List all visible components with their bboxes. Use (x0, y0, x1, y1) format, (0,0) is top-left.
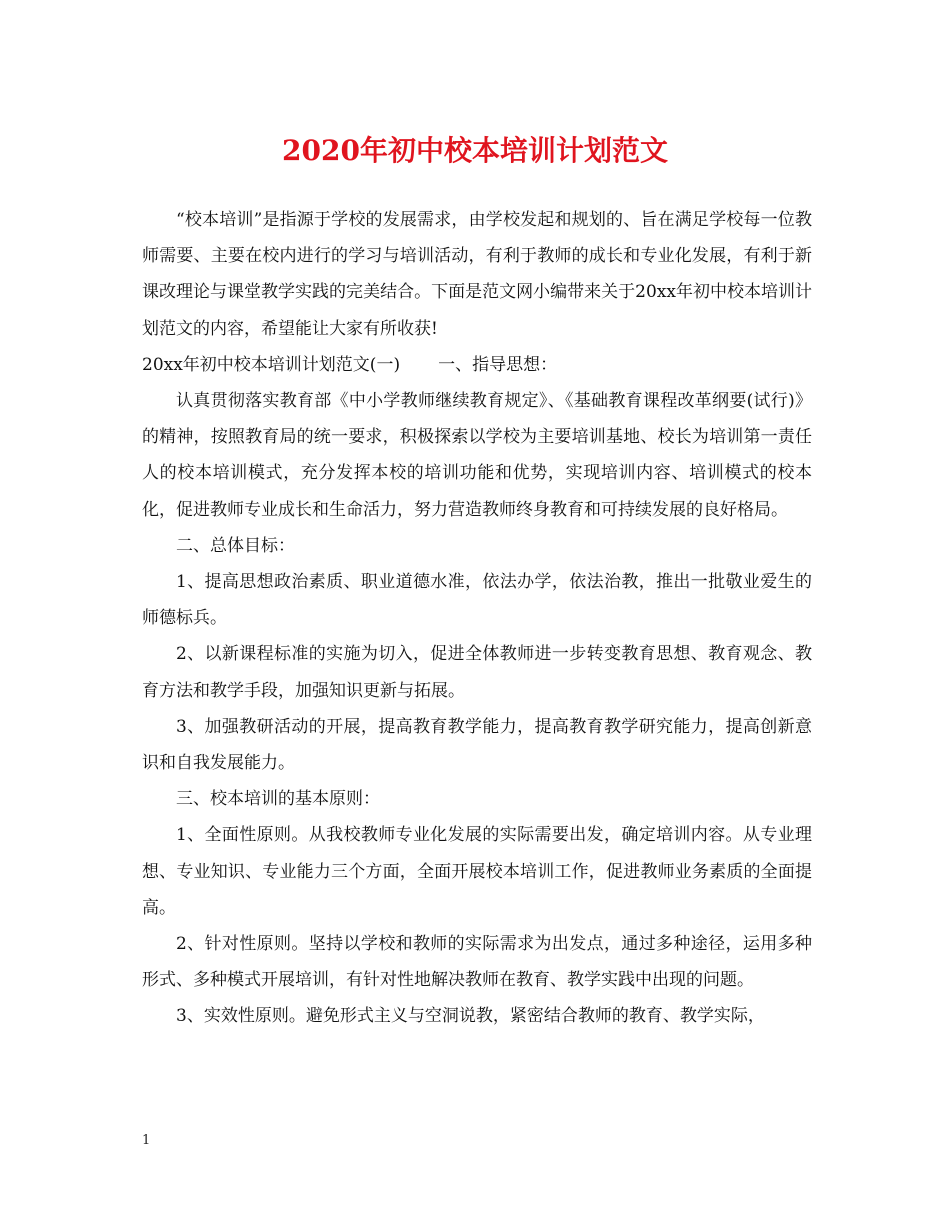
heading-guiding-thought: 一、指导思想： (438, 354, 558, 375)
goal-item: 2、以新课程标准的实施为切入，促进全体教师进一步转变教育思想、教育观念、教育方法和教学手段，加强知识更新与拓展。 (142, 644, 812, 701)
section-title: 20xx年初中校本培训计划范文(一) (142, 354, 401, 375)
principle-item: 2、针对性原则。坚持以学校和教师的实际需求为出发点，通过多种途径，运用多种形式、多种模式开展培训，有针对性地解决教师在教育、教学实践中出现的问题。 (142, 934, 812, 991)
goal-item: 1、提高思想政治素质、职业道德水准，依法办学，依法治教，推出一批敬业爱生的师德标兵。 (142, 572, 812, 629)
heading-basic-principles: 三、校本培训的基本原则： (176, 789, 380, 810)
section-title-line (142, 347, 812, 383)
document-body (142, 202, 812, 1035)
intro-paragraph: “校本培训”是指源于学校的发展需求，由学校发起和规划的、旨在满足学校每一位教师需要、主要在校内进行的学习与培训活动，有利于教师的成长和专业化发展，有利于新课改理论与课堂教学实践的完美结合。下面是范文网小编带来关于20xx年初中校本培训计划范文的内容，希望能让大家有所收获! (142, 210, 812, 339)
principle-item: 1、全面性原则。从我校教师专业化发展的实际需要出发，确定培训内容。从专业理想、专业知识、专业能力三个方面，全面开展校本培训工作，促进教师业务素质的全面提高。 (142, 825, 812, 918)
guiding-thought-paragraph: 认真贯彻落实教育部《中小学教师继续教育规定》、《基础教育课程改革纲要(试行)》的精神，按照教育局的统一要求，积极探索以学校为主要培训基地、校长为培训第一责任人的校本培训模式，充分发挥本校的培训功能和优势，实现培训内容、培训模式的校本化，促进教师专业成长和生命活力，努力营造教师终身教育和可持续发展的良好格局。 (142, 391, 812, 520)
page-number: 1 (142, 1133, 151, 1148)
goal-item: 3、加强教研活动的开展，提高教育教学能力，提高教育教学研究能力，提高创新意识和自我发展能力。 (142, 716, 812, 774)
principle-item: 3、实效性原则。避免形式主义与空洞说教，紧密结合教师的教育、教学实际， (176, 1006, 765, 1027)
heading-overall-goals: 二、总体目标： (176, 535, 295, 556)
document-title: 2020年初中校本培训计划范文 (282, 134, 668, 167)
